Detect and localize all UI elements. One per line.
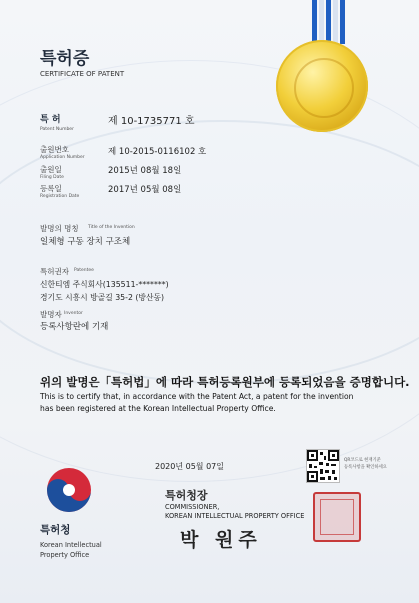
certificate-title-en: CERTIFICATE OF PATENT xyxy=(40,70,125,78)
invention-title-label: 발명의 명칭 xyxy=(40,224,79,233)
patentee-name: 신한티엠 주식회사(135511-*******) xyxy=(40,280,169,289)
kipo-logo-icon xyxy=(44,465,94,515)
qr-note-line1: QR코드로 현재기준 xyxy=(344,458,381,463)
kipo-name-ko: 특허청 xyxy=(40,524,71,536)
patentee-label-en: Patentee xyxy=(74,268,94,273)
invention-title-label-en: Title of the Invention xyxy=(88,225,135,230)
ribbon-stripe xyxy=(333,0,338,44)
application-number-label-en: Application Number xyxy=(40,155,85,160)
ribbon-stripe xyxy=(319,0,324,44)
application-number-value: 제 10-2015-0116102 호 xyxy=(108,147,207,157)
qr-code-icon xyxy=(306,449,340,483)
declaration-english-line1: This is to certify that, in accordance with the Patent Act, a patent for the invention xyxy=(40,392,354,401)
patent-number-label: 특 허 xyxy=(40,115,61,125)
certificate-title: 특허증 xyxy=(40,49,90,69)
filing-date-label-en: Filing Date xyxy=(40,175,64,180)
kipo-name-en-line2: Property Office xyxy=(40,551,90,559)
invention-title-value: 일체형 구동 장치 구조체 xyxy=(40,237,131,247)
inventor-value: 등록사항란에 기재 xyxy=(40,322,109,332)
issue-date: 2020년 05월 07일 xyxy=(155,462,224,471)
inventor-label: 발명자 xyxy=(40,310,62,319)
patent-number-label-en: Patent Number xyxy=(40,127,74,132)
patentee-label: 특허권자 xyxy=(40,267,69,276)
gold-seal-icon xyxy=(276,40,368,132)
commissioner-title-ko: 특허청장 xyxy=(165,489,208,502)
registration-date-label: 등록일 xyxy=(40,184,62,193)
inventor-label-en: Inventor xyxy=(64,311,83,316)
registration-date-value: 2017년 05월 08일 xyxy=(108,185,182,195)
ribbon-stripe xyxy=(312,0,317,44)
commissioner-signature: 박 원주 xyxy=(180,529,262,551)
application-number-label: 출원번호 xyxy=(40,145,69,154)
filing-date-value: 2015년 08월 18일 xyxy=(108,166,182,176)
official-red-seal-icon xyxy=(313,492,361,542)
kipo-name-en-line1: Korean Intellectual xyxy=(40,541,102,549)
patent-number-value: 제 10-1735771 호 xyxy=(108,116,195,127)
declaration-korean: 위의 발명은「특허법」에 따라 특허등록원부에 등록되었음을 증명합니다. xyxy=(40,375,410,389)
qr-note-line2: 등록사항을 확인하세요 xyxy=(344,465,387,470)
patentee-address: 경기도 시흥시 방골길 35-2 (방산동) xyxy=(40,293,165,302)
declaration-english-line2: has been registered at the Korean Intellectual Property Office. xyxy=(40,404,276,413)
registration-date-label-en: Registration Date xyxy=(40,194,80,199)
office-name-en: KOREAN INTELLECTUAL PROPERTY OFFICE xyxy=(165,512,305,520)
commissioner-title-en: COMMISSIONER, xyxy=(165,503,220,511)
filing-date-label: 출원일 xyxy=(40,165,62,174)
ribbon-stripe xyxy=(340,0,345,44)
ribbon-stripe xyxy=(326,0,331,44)
